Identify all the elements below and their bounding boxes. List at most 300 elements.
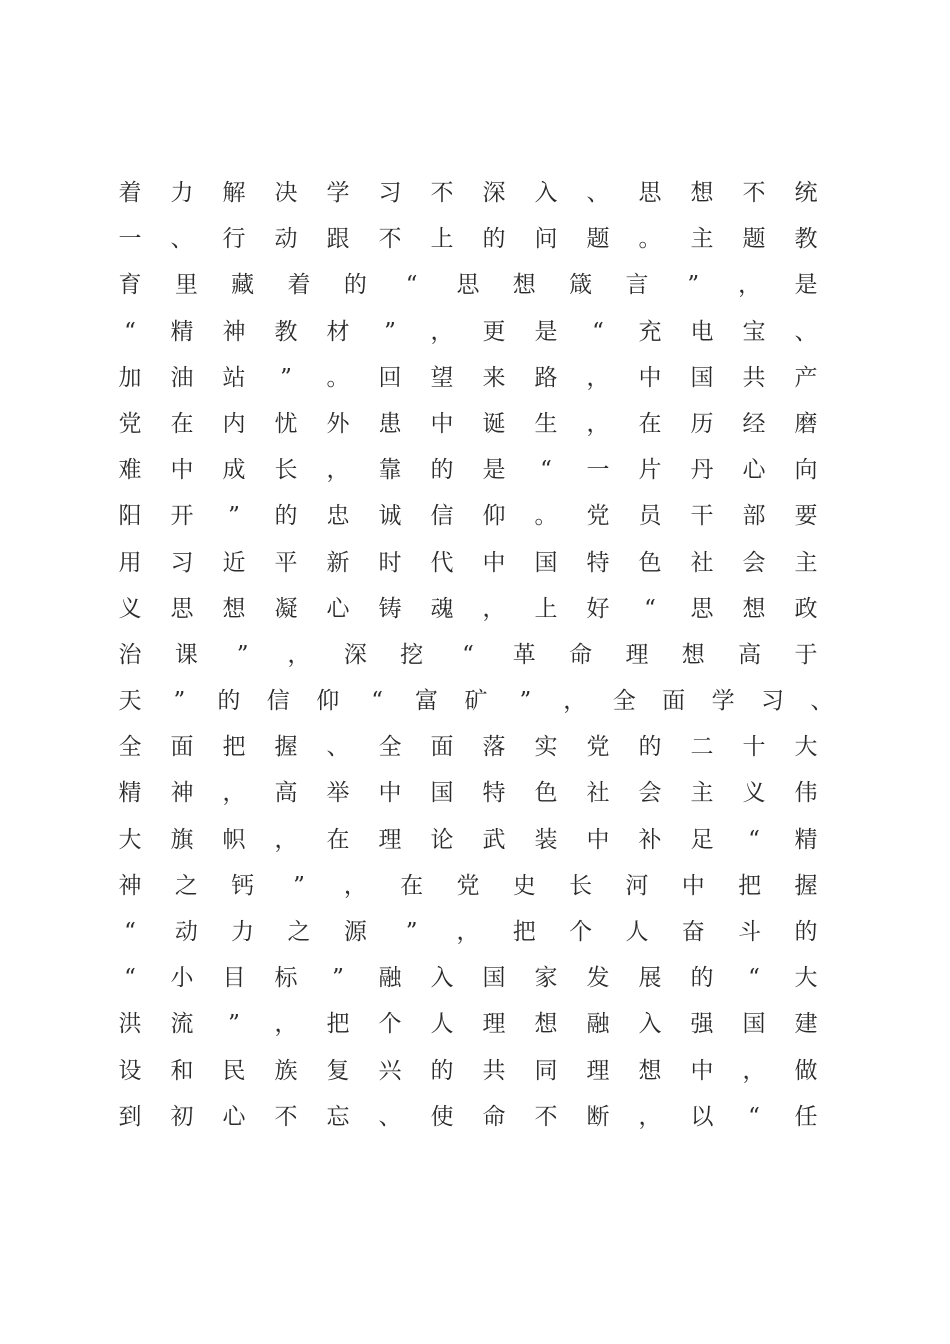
text-char: 藏 — [231, 272, 255, 299]
text-char: 入 — [534, 180, 558, 206]
text-char: 内 — [222, 410, 246, 437]
text-char: 挖 — [400, 641, 424, 668]
text-char: 的 — [343, 272, 367, 299]
text-line — [118, 1048, 818, 1094]
text-char: ， — [738, 272, 762, 299]
text-char: 握 — [794, 872, 818, 899]
text-char: “ — [124, 318, 136, 345]
text-char: 充 — [638, 318, 662, 345]
text-char: 思 — [456, 272, 480, 299]
text-char: 装 — [534, 826, 558, 853]
text-char: ， — [482, 595, 506, 622]
text-char: 以 — [690, 1103, 714, 1130]
text-char: 河 — [625, 872, 649, 899]
text-char: 习 — [170, 549, 194, 576]
text-char: “ — [540, 457, 552, 484]
text-char: 命 — [482, 1103, 506, 1130]
text-char: 里 — [174, 272, 198, 299]
text-char: 上 — [534, 595, 558, 622]
text-char: 长 — [274, 457, 298, 484]
text-char: 的 — [482, 226, 506, 253]
text-char: 的 — [430, 457, 454, 484]
text-char: 好 — [586, 595, 610, 622]
text-char: 全 — [378, 734, 402, 761]
text-char: 政 — [794, 595, 818, 622]
text-char: 之 — [174, 872, 198, 899]
text-char: 建 — [794, 1011, 818, 1038]
text-char: 中 — [586, 826, 610, 853]
text-char: 、 — [586, 180, 610, 206]
text-char: 统 — [794, 180, 818, 206]
text-char: 国 — [430, 780, 454, 807]
text-char: 之 — [287, 919, 311, 945]
text-char: 高 — [738, 641, 762, 668]
text-char: 的 — [794, 919, 818, 945]
text-char: 举 — [326, 780, 350, 807]
text-char: 员 — [638, 503, 662, 530]
text-char: 诚 — [378, 503, 402, 530]
text-char: 的 — [690, 965, 714, 992]
text-char: 想 — [638, 1057, 662, 1084]
text-char: 中 — [170, 457, 194, 484]
text-char: 不 — [378, 226, 402, 253]
text-char: 忧 — [274, 410, 298, 437]
text-char: 义 — [742, 780, 766, 807]
text-char: 思 — [638, 180, 662, 206]
text-char: ， — [430, 318, 454, 345]
text-char: 学 — [326, 180, 350, 206]
text-char: 神 — [118, 872, 142, 899]
text-char: 家 — [534, 965, 558, 992]
text-char: 深 — [482, 180, 506, 206]
text-char: 同 — [534, 1057, 558, 1084]
text-char: ， — [563, 688, 587, 715]
text-char: 不 — [534, 1103, 558, 1130]
text-char: ， — [222, 780, 246, 807]
text-char: 代 — [430, 549, 454, 576]
text-char: 是 — [794, 272, 818, 299]
text-char: 心 — [326, 595, 350, 622]
text-char: 流 — [170, 1011, 194, 1038]
text-char: ， — [586, 410, 610, 437]
text-char: 入 — [638, 1011, 662, 1038]
text-char: 精 — [794, 826, 818, 853]
text-char: 的 — [430, 1057, 454, 1084]
text-char: 把 — [738, 872, 762, 899]
text-char: 想 — [512, 272, 536, 299]
text-char: 武 — [482, 826, 506, 853]
text-char: 在 — [326, 826, 350, 853]
text-char: 心 — [222, 1103, 246, 1130]
text-char: 靠 — [378, 457, 402, 484]
text-line — [118, 678, 834, 724]
text-char: 教 — [794, 226, 818, 253]
text-char: ， — [326, 457, 350, 484]
text-char: 近 — [222, 549, 246, 576]
text-line — [118, 955, 818, 1001]
text-char: 天 — [118, 688, 142, 715]
text-char: 动 — [274, 226, 298, 253]
text-char: 跟 — [326, 226, 350, 253]
text-char: 着 — [287, 272, 311, 299]
text-char: 标 — [274, 965, 298, 992]
text-line — [118, 262, 818, 308]
text-char: 主 — [690, 780, 714, 807]
text-char: 不 — [430, 180, 454, 206]
text-char: 握 — [274, 734, 298, 761]
text-char: 强 — [690, 1011, 714, 1038]
text-line — [118, 863, 818, 909]
text-char: 族 — [274, 1057, 298, 1084]
text-char: ， — [456, 919, 480, 945]
text-char: 共 — [742, 364, 766, 391]
text-char: “ — [124, 919, 136, 945]
text-char: 会 — [742, 549, 766, 576]
text-char: 民 — [222, 1057, 246, 1084]
text-char: 是 — [482, 457, 506, 484]
text-char: ” — [228, 503, 240, 530]
text-char: 的 — [217, 688, 241, 715]
text-char: 入 — [430, 965, 454, 992]
text-char: 融 — [378, 965, 402, 992]
text-char: 、 — [326, 734, 350, 761]
text-char: 主 — [794, 549, 818, 576]
text-char: 题 — [586, 226, 610, 253]
text-char: 源 — [343, 919, 367, 945]
text-char: 箴 — [569, 272, 593, 299]
text-char: 面 — [662, 688, 686, 715]
text-char: 决 — [274, 180, 298, 206]
text-char: 二 — [690, 734, 714, 761]
text-char: 要 — [794, 503, 818, 530]
text-char: “ — [405, 272, 418, 299]
text-char: 融 — [586, 1011, 610, 1038]
text-char: 中 — [482, 549, 506, 576]
text-line — [118, 401, 818, 447]
text-char: 学 — [711, 688, 735, 715]
text-char: 落 — [482, 734, 506, 761]
text-char: 全 — [118, 734, 142, 761]
text-char: 大 — [118, 826, 142, 853]
text-char: 是 — [534, 318, 558, 345]
text-char: ， — [274, 1011, 298, 1038]
text-char: 党 — [586, 503, 610, 530]
text-char: 平 — [274, 549, 298, 576]
text-char: ， — [274, 826, 298, 853]
text-char: 命 — [569, 641, 593, 668]
text-char: 诞 — [482, 410, 506, 437]
text-char: 足 — [690, 826, 714, 853]
text-char: 思 — [690, 595, 714, 622]
text-char: ” — [384, 318, 396, 345]
text-char: 忘 — [326, 1103, 350, 1130]
text-char: 丹 — [690, 457, 714, 484]
text-char: 理 — [378, 826, 402, 853]
text-char: 革 — [512, 641, 536, 668]
text-char: 历 — [690, 410, 714, 437]
text-char: 国 — [534, 549, 558, 576]
text-char: ” — [405, 919, 418, 945]
text-char: 中 — [690, 1057, 714, 1084]
text-char: 党 — [586, 734, 610, 761]
text-char: 力 — [231, 919, 255, 945]
text-char: 党 — [456, 872, 480, 899]
text-char: 、 — [794, 318, 818, 345]
text-char: 想 — [681, 641, 705, 668]
text-char: 国 — [482, 965, 506, 992]
text-char: 到 — [118, 1103, 142, 1130]
text-char: 主 — [690, 226, 714, 253]
text-char: 兴 — [378, 1057, 402, 1084]
text-char: 富 — [415, 688, 439, 715]
text-char: 十 — [742, 734, 766, 761]
text-line — [118, 170, 818, 216]
text-char: 题 — [742, 226, 766, 253]
text-char: 在 — [638, 410, 662, 437]
text-char: 全 — [612, 688, 636, 715]
text-char: 。 — [534, 503, 558, 530]
text-char: 干 — [690, 503, 714, 530]
text-char: 做 — [794, 1057, 818, 1084]
text-char: 党 — [118, 410, 142, 437]
text-char: 精 — [170, 318, 194, 345]
text-char: 心 — [742, 457, 766, 484]
text-line — [118, 216, 818, 262]
text-line — [118, 355, 818, 401]
text-char: 忠 — [326, 503, 350, 530]
text-char: 人 — [625, 919, 649, 945]
text-line — [118, 724, 818, 770]
text-char: 信 — [430, 503, 454, 530]
text-char: ” — [293, 872, 305, 899]
text-char: 钙 — [231, 872, 255, 899]
text-char: 生 — [534, 410, 558, 437]
text-char: ， — [638, 1103, 662, 1130]
text-char: 、 — [810, 688, 834, 715]
text-char: “ — [748, 1103, 760, 1130]
text-char: ” — [519, 688, 532, 715]
text-char: 、 — [170, 226, 194, 253]
text-char: 理 — [586, 1057, 610, 1084]
text-char: 磨 — [794, 410, 818, 437]
text-char: 特 — [482, 780, 506, 807]
text-line — [118, 909, 818, 955]
text-char: ” — [332, 965, 344, 992]
text-char: 站 — [222, 364, 246, 391]
text-char: 一 — [586, 457, 610, 484]
text-char: 问 — [534, 226, 558, 253]
text-char: 经 — [742, 410, 766, 437]
text-char: 斗 — [738, 919, 762, 945]
text-char: 在 — [170, 410, 194, 437]
text-char: 奋 — [681, 919, 705, 945]
text-line — [118, 632, 818, 678]
text-char: 理 — [625, 641, 649, 668]
text-char: 旗 — [170, 826, 194, 853]
text-char: 育 — [118, 272, 142, 299]
text-char: 不 — [274, 1103, 298, 1130]
text-char: 难 — [118, 457, 142, 484]
text-char: 论 — [430, 826, 454, 853]
text-line — [118, 586, 818, 632]
text-char: 教 — [274, 318, 298, 345]
text-char: 色 — [534, 780, 558, 807]
text-char: 矿 — [464, 688, 488, 715]
text-char: 宝 — [742, 318, 766, 345]
text-char: 在 — [400, 872, 424, 899]
text-char: “ — [462, 641, 474, 668]
text-char: 义 — [118, 595, 142, 622]
text-char: 习 — [378, 180, 402, 206]
text-char: 产 — [794, 364, 818, 391]
text-char: 洪 — [118, 1011, 142, 1038]
text-char: “ — [592, 318, 604, 345]
text-char: 实 — [534, 734, 558, 761]
text-char: 个 — [378, 1011, 402, 1038]
text-char: 面 — [430, 734, 454, 761]
text-char: 信 — [266, 688, 290, 715]
text-char: 路 — [534, 364, 558, 391]
text-line — [118, 447, 818, 493]
text-char: 神 — [170, 780, 194, 807]
text-char: ” — [687, 272, 700, 299]
text-char: 来 — [482, 364, 506, 391]
text-char: 新 — [326, 549, 350, 576]
text-char: 设 — [118, 1057, 142, 1084]
text-char: 片 — [638, 457, 662, 484]
text-char: ” — [173, 688, 186, 715]
text-char: 想 — [742, 595, 766, 622]
text-char: ” — [280, 364, 292, 391]
text-char: 习 — [760, 688, 784, 715]
text-char: 望 — [430, 364, 454, 391]
text-char: 向 — [794, 457, 818, 484]
text-char: 帜 — [222, 826, 246, 853]
text-char: 面 — [170, 734, 194, 761]
text-char: ， — [742, 1057, 766, 1084]
text-char: 特 — [586, 549, 610, 576]
text-char: 共 — [482, 1057, 506, 1084]
text-char: 初 — [170, 1103, 194, 1130]
text-char: 把 — [326, 1011, 350, 1038]
text-char: “ — [124, 965, 136, 992]
text-char: 外 — [326, 410, 350, 437]
text-char: 把 — [222, 734, 246, 761]
text-char: 不 — [742, 180, 766, 206]
text-char: 长 — [569, 872, 593, 899]
text-char: 复 — [326, 1057, 350, 1084]
text-char: 个 — [569, 919, 593, 945]
text-char: 人 — [430, 1011, 454, 1038]
text-char: 使 — [430, 1103, 454, 1130]
text-char: 仰 — [316, 688, 340, 715]
text-char: 更 — [482, 318, 506, 345]
text-char: “ — [748, 965, 760, 992]
text-char: 动 — [174, 919, 198, 945]
text-char: “ — [748, 826, 760, 853]
text-char: ， — [287, 641, 311, 668]
text-line — [118, 770, 818, 816]
text-char: 治 — [118, 641, 142, 668]
text-char: 伟 — [794, 780, 818, 807]
text-char: 油 — [170, 364, 194, 391]
text-char: 阳 — [118, 503, 142, 530]
text-char: 大 — [794, 965, 818, 992]
text-char: ” — [236, 641, 249, 668]
text-char: 中 — [430, 410, 454, 437]
text-char: 发 — [586, 965, 610, 992]
text-char: 加 — [118, 364, 142, 391]
text-char: 理 — [482, 1011, 506, 1038]
text-char: 把 — [512, 919, 536, 945]
text-char: 会 — [638, 780, 662, 807]
text-char: ， — [343, 872, 367, 899]
text-char: 国 — [690, 364, 714, 391]
text-char: 、 — [378, 1103, 402, 1130]
text-char: 的 — [274, 503, 298, 530]
text-char: 想 — [534, 1011, 558, 1038]
text-char: 任 — [794, 1103, 818, 1130]
text-char: 言 — [625, 272, 649, 299]
text-char: 成 — [222, 457, 246, 484]
text-char: 史 — [512, 872, 536, 899]
text-line — [118, 540, 818, 586]
text-char: ， — [586, 364, 610, 391]
text-char: 小 — [170, 965, 194, 992]
text-line — [118, 817, 818, 863]
body-text — [118, 170, 834, 1140]
text-char: 课 — [174, 641, 198, 668]
text-line — [118, 309, 818, 355]
text-char: 于 — [794, 641, 818, 668]
text-char: 上 — [430, 226, 454, 253]
text-char: 部 — [742, 503, 766, 530]
text-char: “ — [371, 688, 383, 715]
text-char: 解 — [222, 180, 246, 206]
text-char: 神 — [222, 318, 246, 345]
text-char: 中 — [638, 364, 662, 391]
text-char: 一 — [118, 226, 142, 253]
text-char: 深 — [343, 641, 367, 668]
text-char: 大 — [794, 734, 818, 761]
text-char: 着 — [118, 180, 142, 206]
text-char: 和 — [170, 1057, 194, 1084]
text-char: 开 — [170, 503, 194, 530]
text-char: 。 — [326, 364, 350, 391]
text-char: 的 — [638, 734, 662, 761]
text-char: 。 — [638, 226, 662, 253]
text-char: ” — [228, 1011, 240, 1038]
text-char: 仰 — [482, 503, 506, 530]
text-char: 补 — [638, 826, 662, 853]
text-char: 精 — [118, 780, 142, 807]
text-char: 想 — [222, 595, 246, 622]
text-char: 铸 — [378, 595, 402, 622]
text-char: 凝 — [274, 595, 298, 622]
text-char: 材 — [326, 318, 350, 345]
text-char: 想 — [690, 180, 714, 206]
text-char: 中 — [378, 780, 402, 807]
text-char: 时 — [378, 549, 402, 576]
text-char: 展 — [638, 965, 662, 992]
text-char: 电 — [690, 318, 714, 345]
text-char: 行 — [222, 226, 246, 253]
text-char: 社 — [690, 549, 714, 576]
text-char: 魂 — [430, 595, 454, 622]
text-char: 患 — [378, 410, 402, 437]
text-char: 色 — [638, 549, 662, 576]
text-char: 思 — [170, 595, 194, 622]
